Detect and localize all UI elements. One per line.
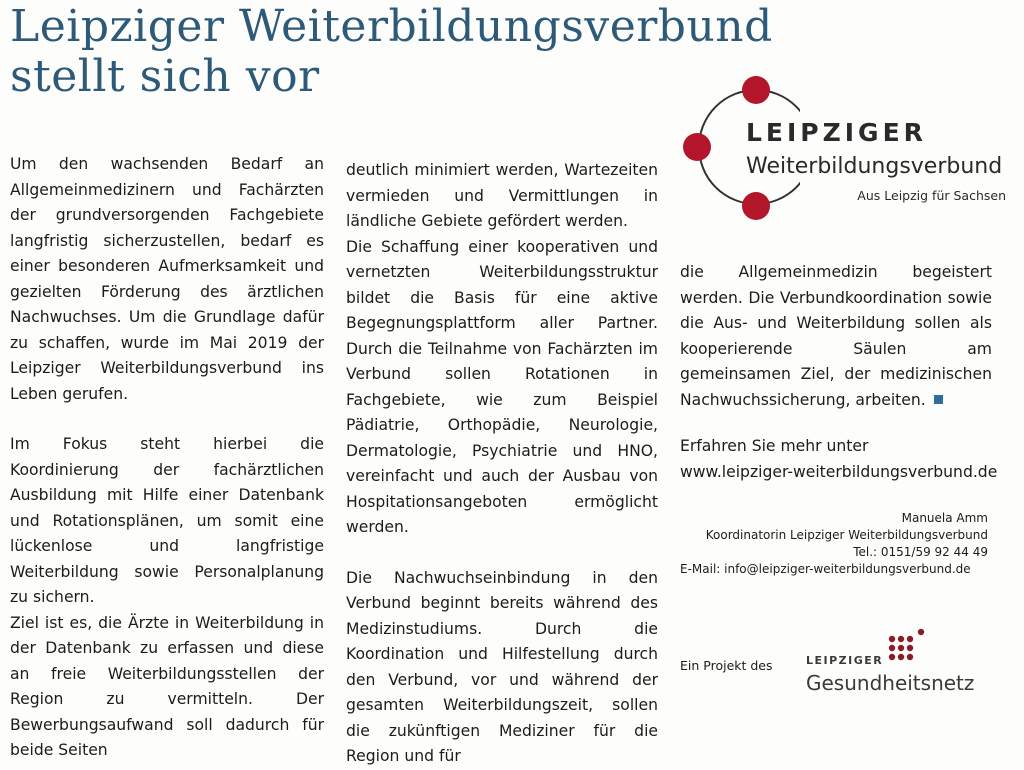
- gesundheitsnetz-logo: [806, 626, 1016, 698]
- paragraph: Ziel ist es, die Ärzte in Weiterbildung in der Datenbank zu erfassen und diese an freie Weiterbildungsstellen der Region zu vermitteln. Der Bewerbungsaufwand soll dadurch für beide Seiten: [10, 613, 324, 759]
- circle-dots-logo-icon: [680, 72, 800, 232]
- contact-email[interactable]: E-Mail: info@leipziger-weiterbildungsverbund.de: [680, 562, 971, 576]
- title-line-2: stellt sich vor: [10, 51, 320, 102]
- text-column-3: [680, 260, 992, 413]
- logo-brand: LEIPZIGER: [746, 118, 927, 147]
- contact-phone: Tel.: 0151/59 92 44 49: [853, 545, 988, 559]
- website-link[interactable]: www.leipziger-weiterbildungsverbund.de: [680, 462, 998, 481]
- project-label: Ein Projekt des: [680, 658, 773, 673]
- paragraph: Die Nachwuchseinbindung in den Verbund beginnt bereits während des Medizinstudiums. Durch die Koordination und Hilfestellung durch den Verbund, vor und während der gesamten Weiterbildungszeit, sollen die zukünftigen Mediziner für die Region und für: [346, 568, 658, 765]
- paragraph-text: die Allgemeinmedizin begeistert werden. Die Verbundkoordination sowie die Aus- und Weiterbildung sollen als kooperierende Säulen am gemeinsamen Ziel, der medizinischen Nachwuchssicherung, arbeiten.: [680, 263, 992, 409]
- logo-sub: Weiterbildungsverbund: [746, 154, 1003, 179]
- contact-name: Manuela Amm: [901, 511, 988, 525]
- contact-block: [680, 510, 988, 578]
- paragraph: Die Schaffung einer kooperativen und vernetzten Weiterbildungsstruktur bildet die Basis für eine aktive Begegnungsplattform aller Partner. Durch die Teilnahme von Fachärzten im Verbund sollen Rotationen in Fachgebiete, wie zum Beispiel Pädiatrie, Orthopädie, Neurologie, Dermatologie, Psychiatrie und HNO, vereinfacht und auch der Ausbau von Hospitationsangeboten ermöglicht werden.: [346, 237, 658, 536]
- more-info: [680, 434, 997, 485]
- weiterbildungsverbund-logo: [680, 72, 1020, 232]
- paragraph: deutlich minimiert werden, Wartezeiten vermieden und Vermittlungen in ländliche Gebiete gefördert werden.: [346, 161, 658, 230]
- text-column-1: [10, 152, 324, 764]
- project-brand: LEIPZIGER: [806, 654, 884, 667]
- paragraph: [680, 260, 992, 413]
- paragraph: Im Fokus steht hierbei die Koordinierung der fachärztlichen Ausbildung mit Hilfe einer Datenbank und Rotationsplänen, um somit eine lückenlose und langfristige Weiterbildung sowie Personalplanung zu sichern.: [10, 435, 324, 606]
- more-label: Erfahren Sie mehr unter: [680, 437, 869, 455]
- logo-tagline: Aus Leipzig für Sachsen: [857, 188, 1006, 203]
- text-column-2: [346, 158, 658, 770]
- contact-role: Koordinatorin Leipziger Weiterbildungsverbund: [705, 528, 988, 542]
- project-sub: Gesundheitsnetz: [806, 671, 975, 695]
- dot-grid-logo-icon: [884, 628, 964, 668]
- end-mark-icon: [934, 395, 943, 404]
- paragraph: Um den wachsenden Bedarf an Allgemeinmedizinern und Fachärzten der grundversorgenden Fachgebiete langfristig sicherzustellen, bedarf es einer besonderen Aufmerksamkeit und gezielten Förderung des ärztlichen Nachwuchses. Um die Grundlage dafür zu schaffen, wurde im Mai 2019 der Leipziger Weiterbildungsverbund ins Leben gerufen.: [10, 155, 324, 403]
- article-title: [10, 2, 773, 102]
- title-line-1: Leipziger Weiterbildungsverbund: [10, 1, 773, 52]
